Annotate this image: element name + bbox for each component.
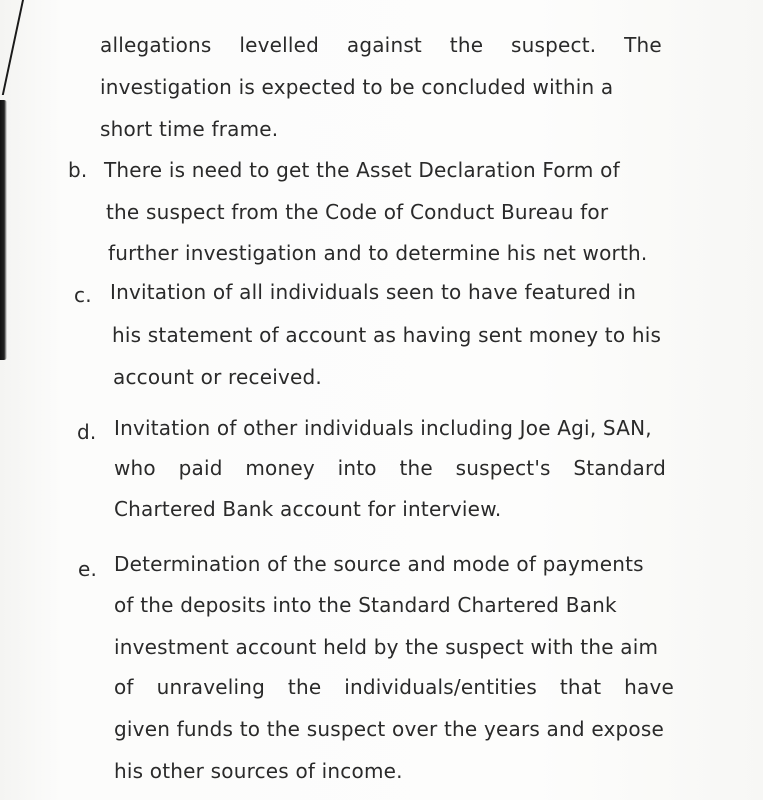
word: money	[245, 456, 315, 480]
word: the	[287, 675, 322, 699]
list-item-d-line: Invitation of other individuals including Joe Agi, SAN,	[114, 416, 652, 440]
list-item-b-line: the suspect from the Code of Conduct Bureau for	[106, 200, 609, 224]
word: paid	[178, 456, 223, 480]
list-marker-b: b.	[68, 158, 88, 182]
word: who	[114, 456, 156, 480]
list-item-d-line: Chartered Bank account for interview.	[114, 497, 502, 521]
word: the	[449, 33, 484, 57]
list-item-e-line: investment account held by the suspect with the aim	[114, 635, 659, 659]
paragraph-line: short time frame.	[100, 117, 279, 141]
scan-edge-shadow	[0, 100, 7, 360]
list-item-e-line: his other sources of income.	[114, 759, 403, 783]
word: against	[346, 33, 422, 57]
word: levelled	[239, 33, 320, 57]
scan-edge-line	[2, 0, 24, 95]
list-item-b-line: further investigation and to determine his net worth.	[108, 241, 648, 265]
word: individuals/entities	[344, 675, 537, 699]
word: unraveling	[156, 675, 266, 699]
word: suspect.	[511, 33, 597, 57]
list-item-c-line: Invitation of all individuals seen to have featured in	[110, 280, 637, 304]
list-item-c-line: his statement of account as having sent money to his	[112, 323, 662, 347]
list-item-b-line: There is need to get the Asset Declaration Form of	[104, 158, 620, 182]
word: The	[624, 33, 662, 57]
word: of	[114, 675, 134, 699]
paragraph-line	[100, 33, 662, 57]
paragraph-line: investigation is expected to be concluded within a	[100, 75, 614, 99]
word: the	[399, 456, 433, 480]
list-marker-e: e.	[78, 557, 98, 581]
list-item-c-line: account or received.	[113, 365, 322, 389]
list-marker-c: c.	[74, 283, 92, 307]
word: into	[337, 456, 377, 480]
list-item-e-line: of the deposits into the Standard Chartered Bank	[114, 593, 617, 617]
word: suspect's	[455, 456, 551, 480]
word: Standard	[573, 456, 666, 480]
list-item-e-line: given funds to the suspect over the years and expose	[114, 717, 664, 741]
list-marker-d: d.	[77, 420, 97, 444]
list-item-e-line: Determination of the source and mode of payments	[114, 552, 644, 576]
word: allegations	[100, 33, 212, 57]
word: that	[559, 675, 602, 699]
word: have	[624, 675, 674, 699]
list-item-d-line	[114, 456, 666, 480]
list-item-e-line	[114, 675, 674, 699]
